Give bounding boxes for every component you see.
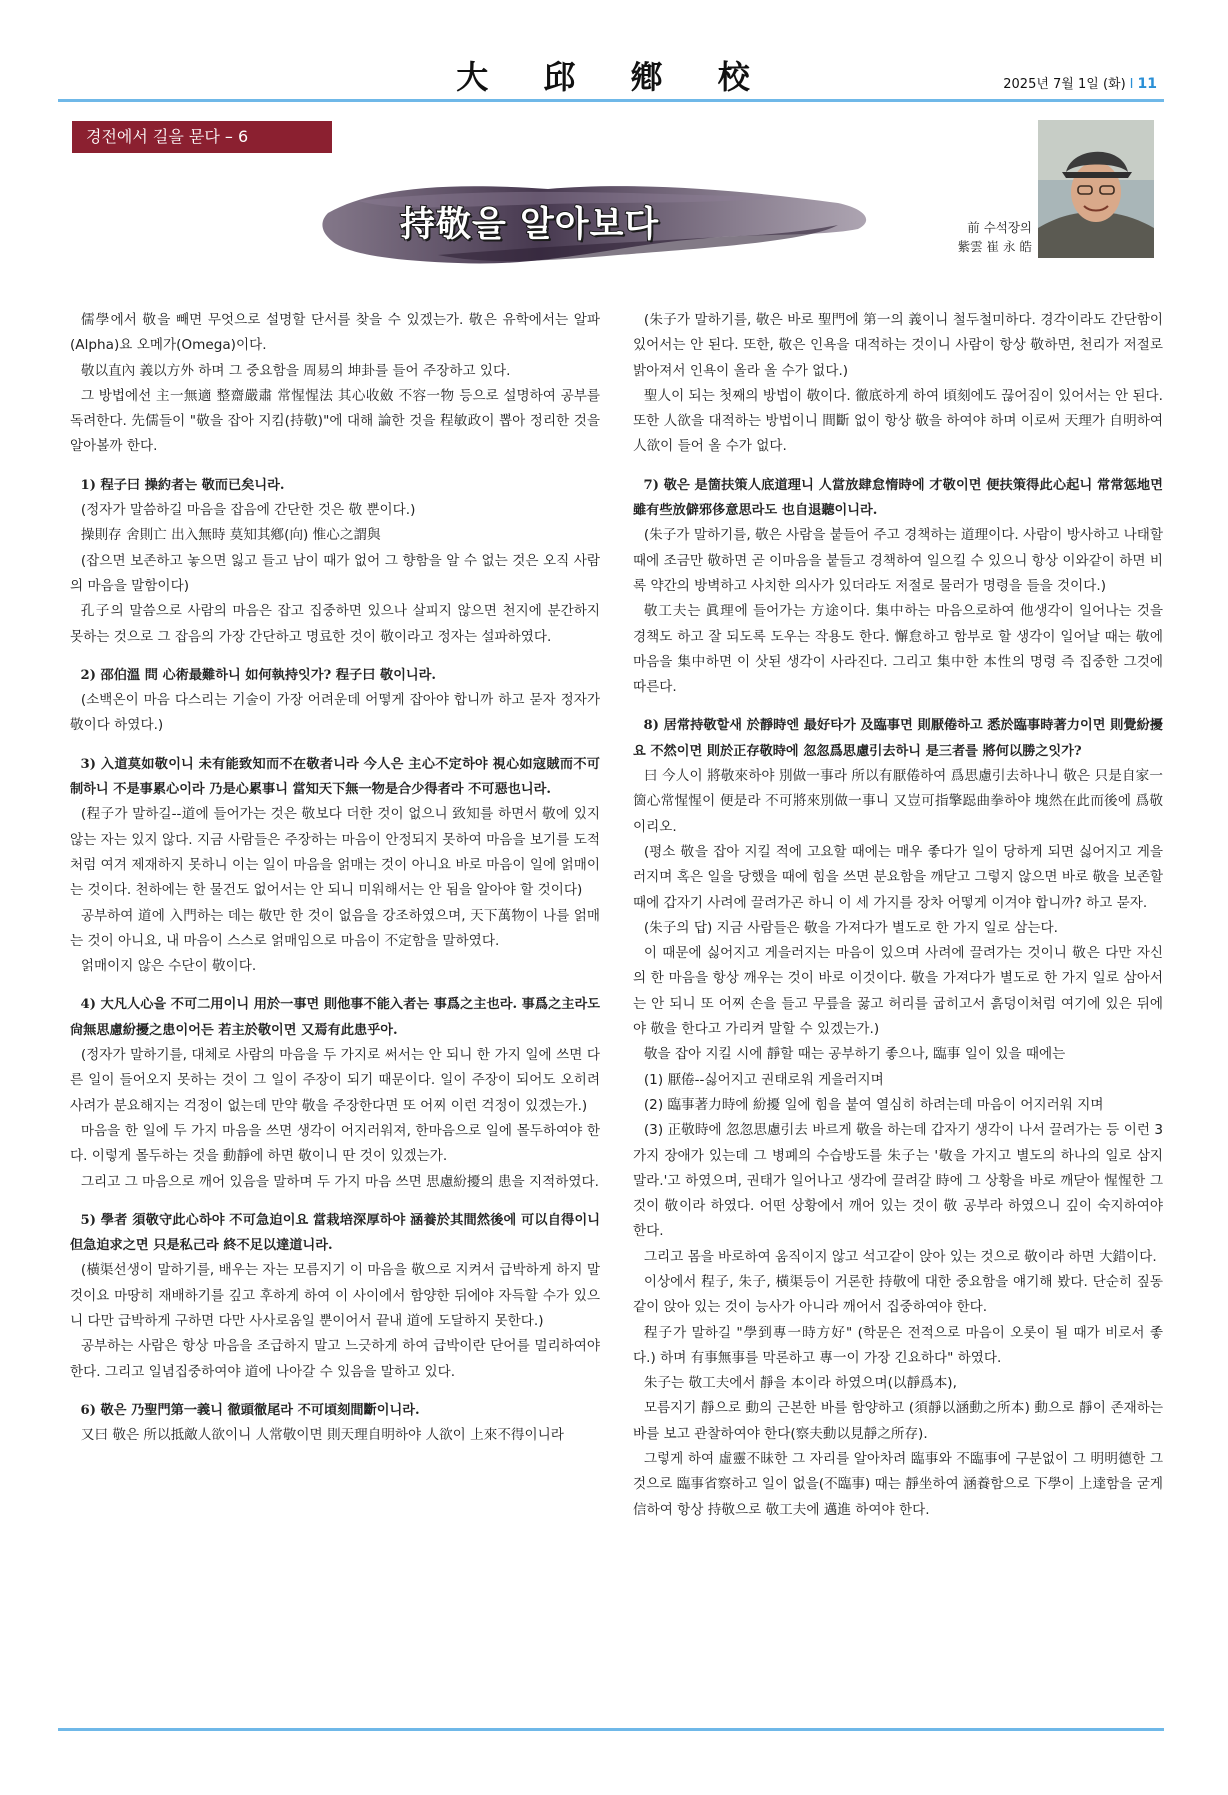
classical-quote: 8) 居常持敬할새 於靜時엔 最好타가 及臨事면 則厭倦하고 悉於臨事時著力이면 則覺紛擾요 不然이면 則於正存敬時에 忽忽爲思慮引去하니 是三者를 將何以勝之잇가? (633, 718, 1163, 759)
paragraph: 孔子의 말씀으로 사람의 마음은 잡고 집중하면 있으나 살피지 않으면 천지에 분간하지 못하는 것으로 그 잡음의 가장 간단하고 명료한 것이 敬이라고 정자는 설파하였다. (70, 603, 600, 645)
paragraph: 程子가 말하길 "學到專一時方好" (학문은 전적으로 마음이 오롯이 될 때가 비로서 좋다.) 하며 有事無事를 막론하고 專一이 가장 긴요하다" 하였다. (633, 1324, 1163, 1366)
byline (940, 218, 1032, 256)
paragraph: 그 방법에선 主一無適 整齋嚴肅 常惺惺法 其心收斂 不容一物 등으로 설명하여 공부를 독려한다. 先儒들이 "敬을 잡아 지킴(持敬)"에 대해 論한 것을 程敏政이 뽑아 정리한 것을 알아볼까 한다. (70, 387, 600, 455)
separator: I (1129, 77, 1134, 92)
paragraph: 敬工夫는 眞理에 들어가는 方途이다. 集中하는 마음으로하여 他생각이 일어나는 것을 경책도 하고 잘 되도록 도우는 작용도 한다. 懈怠하고 함부로 할 생각이 일어날 때는 敬에 마음을 集中하면 이 삿된 생각이 사라진다. 그리고 集中한 本性의 명령 즉 집중한 그것에 따른다. (633, 603, 1163, 696)
paragraph: 曰 今人이 將敬來하야 別做一事라 所以有厭倦하여 爲思慮引去하나니 敬은 只是自家一箇心常惺惺이 便是라 不可將來別做一事니 又豈可指擎跽曲拳하야 塊然在此而後에 爲敬이리오. (633, 768, 1163, 835)
paragraph: 敬以直內 義以方外 하며 그 중요함을 周易의 坤卦를 들어 주장하고 있다. (80, 362, 511, 379)
classical-quote: 1) 程子曰 操約者는 敬而已矣니라. (80, 477, 285, 493)
paragraph: 이상에서 程子, 朱子, 橫渠등이 거론한 持敬에 대한 중요함을 얘기해 봤다. 단순히 짚동같이 앉아 있는 것이 능사가 아니라 깨어서 집중하여야 한다. (633, 1273, 1163, 1316)
paragraph: 이 때문에 싫어지고 게을러지는 마음이 있으며 사려에 끌려가는 것이니 敬은 다만 자신의 한 마음을 항상 깨우는 것이 바로 이것이다. 敬을 가져다가 별도로 한 가지 일로 삼아서는 안 되니 또 어찌 손을 들고 무릎을 꿇고 허리를 굽히고서 흙덩이처럼 여기에 있은 뒤에야 敬을 한다고 가리켜 말할 수 있겠는가.) (633, 945, 1163, 1038)
paragraph: (朱子의 답) 지금 사람들은 敬을 가져다가 별도로 한 가지 일로 삼는다. (643, 919, 1058, 936)
paragraph: (朱子가 말하기를, 敬은 사람을 붙들어 주고 경책하는 道理이다. 사람이 방사하고 나태할 때에 조금만 敬하면 곧 이마음을 붙들고 경책하여 일으킬 수 있으니 항상 이와같이 하면 비록 약간의 방벽하고 사치한 의사가 있더라도 저절로 물러가 명령을 들을 것이다.) (633, 527, 1163, 594)
paragraph: (1) 厭倦--싫어지고 권태로워 게을러지며 (643, 1071, 884, 1088)
paragraph: 그리고 몸을 바로하여 움직이지 않고 석고같이 앉아 있는 것으로 敬이라 하면 大錯이다. (643, 1248, 1157, 1265)
paragraph: 聖人이 되는 첫째의 방법이 敬이다. 徹底하게 하여 頃刻에도 끊어짐이 있어서는 안 된다. 또한 人欲을 대적하는 방법이니 間斷 없이 항상 敬을 하여야 하며 이로써 天理가 自明하여 人欲이 들어 올 수가 없다. (633, 387, 1163, 455)
paragraph: 朱子는 敬工夫에서 靜을 本이라 하였으며(以靜爲本), (643, 1375, 957, 1392)
paragraph: 모름지기 靜으로 動의 근본한 바를 함양하고 (須靜以涵動之所本) 動으로 靜이 존재하는 바를 보고 관찰하여야 한다(察夫動以見靜之所存). (633, 1400, 1163, 1442)
headline: 持敬을 알아보다 (400, 205, 660, 245)
paragraph: (朱子가 말하기를, 敬은 바로 聖門에 第一의 義이니 철두철미하다. 경각이라도 간단함이 있어서는 안 된다. 또한, 敬은 인욕을 대적하는 것이니 사람이 항상 敬하면, 천리가 저절로 밝아져서 인욕이 올라 올 수가 없다.) (633, 312, 1163, 379)
paragraph: 儒學에서 敬을 빼면 무엇으로 설명할 단서를 찾을 수 있겠는가. 敬은 유학에서는 알파(Alpha)요 오메가(Omega)이다. (70, 312, 601, 354)
left-column (70, 308, 600, 1448)
paragraph: (정자가 말하기를, 대체로 사람의 마음을 두 가지로 써서는 안 되니 한 가지 일에 쓰면 다른 일이 들어오지 못하는 것이 그 일이 주장이 되기 때문이다. 일이 주장이 되어도 오히려 사려가 분요해지는 걱정이 없는데 만약 敬을 주장한다면 또 어찌 이런 걱정이 있겠는가.) (70, 1047, 600, 1114)
paragraph: (소백온이 마음 다스리는 기술이 가장 어려운데 어떻게 잡아야 합니까 하고 묻자 정자가 敬이다 하였다.) (70, 692, 600, 734)
bottom-rule (58, 1728, 1164, 1731)
paragraph: 操則存 舍則亡 出入無時 莫知其鄕(向) 惟心之謂與 (80, 527, 381, 544)
paragraph: 그리고 그 마음으로 깨어 있음을 말하며 두 가지 마음 쓰면 思慮紛擾의 患을 지적하였다. (80, 1173, 599, 1190)
newspaper-title: 大 邱 鄕 校 (456, 58, 772, 96)
paragraph: 얽매이지 않은 수단이 敬이다. (80, 958, 257, 975)
classical-quote: 4) 大凡人心을 不可二用이니 用於一事면 則他事不能入者는 事爲之主也라. 事爲之主라도 尙無思慮紛擾之患이어든 若主於敬이면 又焉有此患乎아. (70, 997, 600, 1038)
date-text: 2025년 7월 1일 (화) (1003, 77, 1126, 92)
paragraph: (3) 正敬時에 忽忽思慮引去 바르게 敬을 하는데 갑자기 생각이 나서 끌려가는 등 이런 3가지 장애가 있는데 그 병폐의 수습방도를 朱子는 '敬을 가지고 별도의 하나의 일로 삼지 말라.'고 하였으며, 권태가 일어나고 생각에 끌려갈 時에 그 상황을 바로 깨닫아 惺惺한 그것이 敬이라 하였다. 어떤 상황에서 깨어 있는 것이 敬 공부라 하였으니 깊이 숙지하여야 한다. (633, 1122, 1163, 1240)
paragraph: 마음을 한 일에 두 가지 마음을 쓰면 생각이 어지러워져, 한마음으로 일에 몰두하여야 한다. 이렇게 몰두하는 것을 動靜에 하면 敬이니 딴 것이 있겠는가. (70, 1122, 600, 1165)
classical-quote: 5) 學者 須敬守此心하야 不可急迫이요 當栽培深厚하야 涵養於其間然後에 可以自得이니 但急迫求之면 只是私己라 終不足以達道니라. (70, 1212, 600, 1254)
paragraph: 敬을 잡아 지킬 시에 靜할 때는 공부하기 좋으나, 臨事 일이 있을 때에는 (643, 1046, 1066, 1063)
classical-quote: 3) 入道莫如敬이니 未有能致知而不在敬者니라 今人은 主心不定하야 視心如寇賊而不可制하니 不是事累心이라 乃是心累事니 當知天下無一物是合少得者라 不可惡也니라. (70, 756, 600, 798)
paragraph: (程子가 말하길--道에 들어가는 것은 敬보다 더한 것이 없으니 致知를 하면서 敬에 있지 않는 자는 있지 않다. 지금 사람들은 주장하는 마음이 안정되지 못하여 마음을 보기를 도적처럼 여겨 제재하지 못하니 이는 일이 마음을 얽매는 것이 아니요 바로 마음이 일에 얽매이는 것이다. 천하에는 한 물건도 없어서는 안 되니 미워해서는 안 됨을 알아야 할 것이다) (70, 806, 600, 899)
top-rule (58, 99, 1164, 102)
classical-quote: 2) 邵伯溫 問 心術最難하니 如何執持잇가? 程子曰 敬이니라. (80, 667, 436, 683)
right-column (633, 308, 1163, 1523)
masthead (0, 0, 1228, 100)
paragraph: 又曰 敬은 所以抵敵人欲이니 人常敬이면 則天理自明하야 人欲이 上來不得이니라 (80, 1427, 564, 1444)
issue-date (1003, 73, 1157, 92)
paragraph: (2) 臨事著力時에 紛擾 일에 힘을 붙여 열심히 하려는데 마음이 어지러워 지며 (643, 1096, 1104, 1113)
paragraph: (잡으면 보존하고 놓으면 잃고 들고 남이 때가 없어 그 향함을 알 수 없는 것은 오직 사람의 마음을 말함이다) (70, 552, 600, 594)
page-number: 11 (1137, 76, 1157, 92)
author-photo (1038, 120, 1154, 258)
paragraph: (橫渠선생이 말하기를, 배우는 자는 모름지기 이 마음을 敬으로 지켜서 급박하게 하지 말 것이요 마땅히 재배하기를 깊고 후하게 하여 이 사이에서 함양한 뒤에야 자득할 수가 있으니 다만 급박하게 구하면 다만 사사로움일 뿐이어서 끝내 道에 도달하지 못한다.) (70, 1262, 600, 1329)
paragraph: (평소 敬을 잡아 지킬 적에 고요할 때에는 매우 좋다가 일이 당하게 되면 싫어지고 게을러지며 혹은 일을 당했을 때에 힘을 쓰면 분요함을 깨닫고 그렇지 않으면 바로 敬을 보존할 때에 갑자기 사려에 끌려가곤 하니 이 세 가지를 장차 어떻게 이겨야 합니까? 하고 묻자. (633, 843, 1163, 911)
byline-title: 前 수석장의 (967, 220, 1032, 235)
paragraph: 공부하여 道에 入門하는 데는 敬만 한 것이 없음을 강조하였으며, 天下萬物이 나를 얽매는 것이 아니요, 내 마음이 스스로 얽매임으로 마음이 不定함을 말하였다. (70, 907, 600, 949)
paragraph: 공부하는 사람은 항상 마음을 조급하지 말고 느긋하게 하여 급박이란 단어를 멀리하여야 한다. 그리고 일념집중하여야 道에 나아갈 수 있음을 말하고 있다. (70, 1338, 600, 1380)
classical-quote: 6) 敬은 乃聖門第一義니 徹頭徹尾라 不可頃刻間斷이니라. (80, 1402, 420, 1418)
classical-quote: 7) 敬은 是箇扶策人底道理니 人當放肆怠惰時에 才敬이면 便扶策得此心起니 常常惩地면 雖有些放僻邪侈意思라도 也自退聽이니라. (633, 477, 1163, 519)
paragraph: 그렇게 하여 虛靈不昧한 그 자리를 알아차려 臨事와 不臨事에 구분없이 그 明明德한 그것으로 臨事省察하고 일이 없을(不臨事) 때는 靜坐하여 涵養함으로 下學이 上達함을 굳게 信하여 항상 持敬으로 敬工夫에 邁進 하여야 한다. (633, 1451, 1163, 1518)
byline-name: 紫雲 崔 永 皓 (957, 239, 1032, 254)
paragraph: (정자가 말씀하길 마음을 잡음에 간단한 것은 敬 뿐이다.) (80, 502, 416, 519)
series-label: 경전에서 길을 묻다 – 6 (72, 121, 332, 153)
